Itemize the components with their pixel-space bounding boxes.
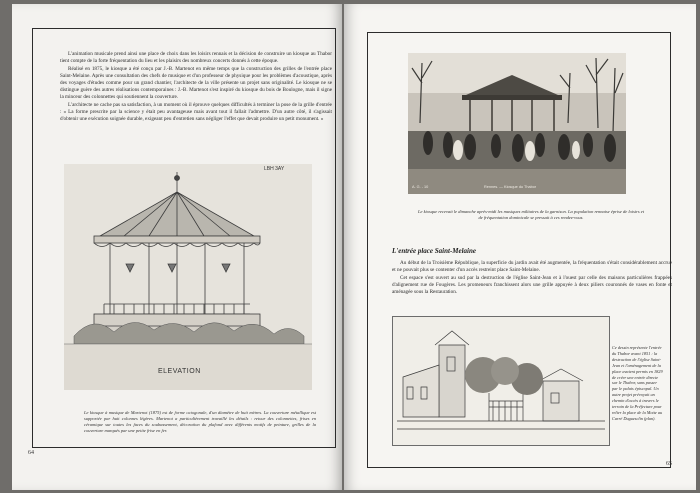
left-paragraph-3: L'architecte ne cache pas sa satisfaction, à un moment où il éprouve quelques difficultés à terminer la pose de la grille d'entrée : « La forme prescrite par la science y était peu avantageuse mais avant tout il fallait l'admettre. D'un autre côté, il s'agissait d'obtenir une exécution soignée durable, exigeant peu d'entretien sans négliger l'effet que devait produire un petit monument. » (60, 102, 332, 122)
kiosk-crowd-photo (408, 53, 626, 194)
page-number-left: 64 (28, 450, 34, 456)
sketch-svg (393, 317, 609, 445)
thabor-entrance-sketch (392, 316, 610, 446)
kiosk-elevation-drawing (64, 164, 312, 390)
left-paragraph-2: Réalisé en 1875, le kiosque a été conçu par J.-B. Martenot en même temps que la construction des grilles de l'entrée place Saint-Melaine. Après une consultation des chefs de musique et d'un professeur de physique pour les problèmes d'acoustique, après des voyages d'études comme pour un grand chantier, l'architecte de la ville présente un projet sans originalité. Le kiosque ne se distingue guère des autres réalisations contemporaines : J.-B. Martenot s'est inspiré du kiosque du bois de Boulogne, mais il signe la minceur des colonnettes qui soutiennent la couverture. (60, 66, 332, 100)
right-page (344, 4, 696, 490)
photo-svg (408, 53, 626, 194)
left-page (12, 4, 342, 490)
right-paragraph-1: Au début de la Troisième République, la superficie du jardin avait été augmentée, la fréquentation s'était considérablement accrue et ne pouvait plus se contenter d'un accès restreint place Saint-Melaine. (392, 260, 672, 273)
photo-caption-left: A. G. - 10 (412, 185, 429, 189)
photo-caption: Le kiosque recevait le dimanche après-midi les musiques militaires de la garnison. La population rennaise éprise de loisirs et de fréquentation dominicale se pressait à ces rendez-vous. (417, 209, 645, 220)
kiosk-caption: Le kiosque à musique de Martenot (1875) est de forme octogonale, d'un diamètre de huit mètres. La couverture métallique est supportée par huit colonnes légères. Martenot a particulièrement travaillé les détails : retour des colonnettes, frises en céramique sur toutes les faces du soubassement, décoration du plafond avec différents motifs de peinture, grilles de la couverture marqués par une petite frise en fer. (84, 410, 316, 433)
page-number-right: 65 (666, 461, 672, 467)
drawing-signature: LBH 3AY (264, 166, 285, 172)
section-title: L'entrée place Saint-Melaine (392, 247, 476, 255)
elevation-label: ELEVATION (158, 368, 201, 375)
photo-caption-right: Rennes. — Kiosque du Thabor (484, 185, 537, 189)
right-body-text (392, 260, 672, 297)
left-paragraph-1: L'animation musicale prend ainsi une place de choix dans les loisirs rennais et la décision de construire un kiosque au Thabor tient compte de la forte fréquentation du lieu et les plaisirs des nombreux concerts donnés à cette époque. (60, 51, 332, 64)
right-paragraph-2: Cet espace s'est ouvert au sud par la destruction de l'église Saint-Jean et à l'ouest par celle des maisons particulières frappées d'alignement rue de Fougères. Les promeneurs franchissent alors une grille appuyée à deux piliers couronnés de vases en fonte et aménagée sous la Restauration. (392, 275, 672, 295)
sketch-caption: Ce dessin représente l'entrée du Thabor avant 1851 : la destruction de l'église Saint-Jean et l'aménagement de la place avaient permis en 1829 de créer une entrée directe sur le Thabor, sans passer par le palais épiscopal. Un autre projet prévoyait un chemin d'accès à travers le terrain de la Préfecture pour relier la place de la Motte au Carré Duguesclin (plan). (612, 345, 663, 421)
kiosk-elevation-svg (64, 164, 312, 390)
left-body-text (60, 51, 332, 124)
